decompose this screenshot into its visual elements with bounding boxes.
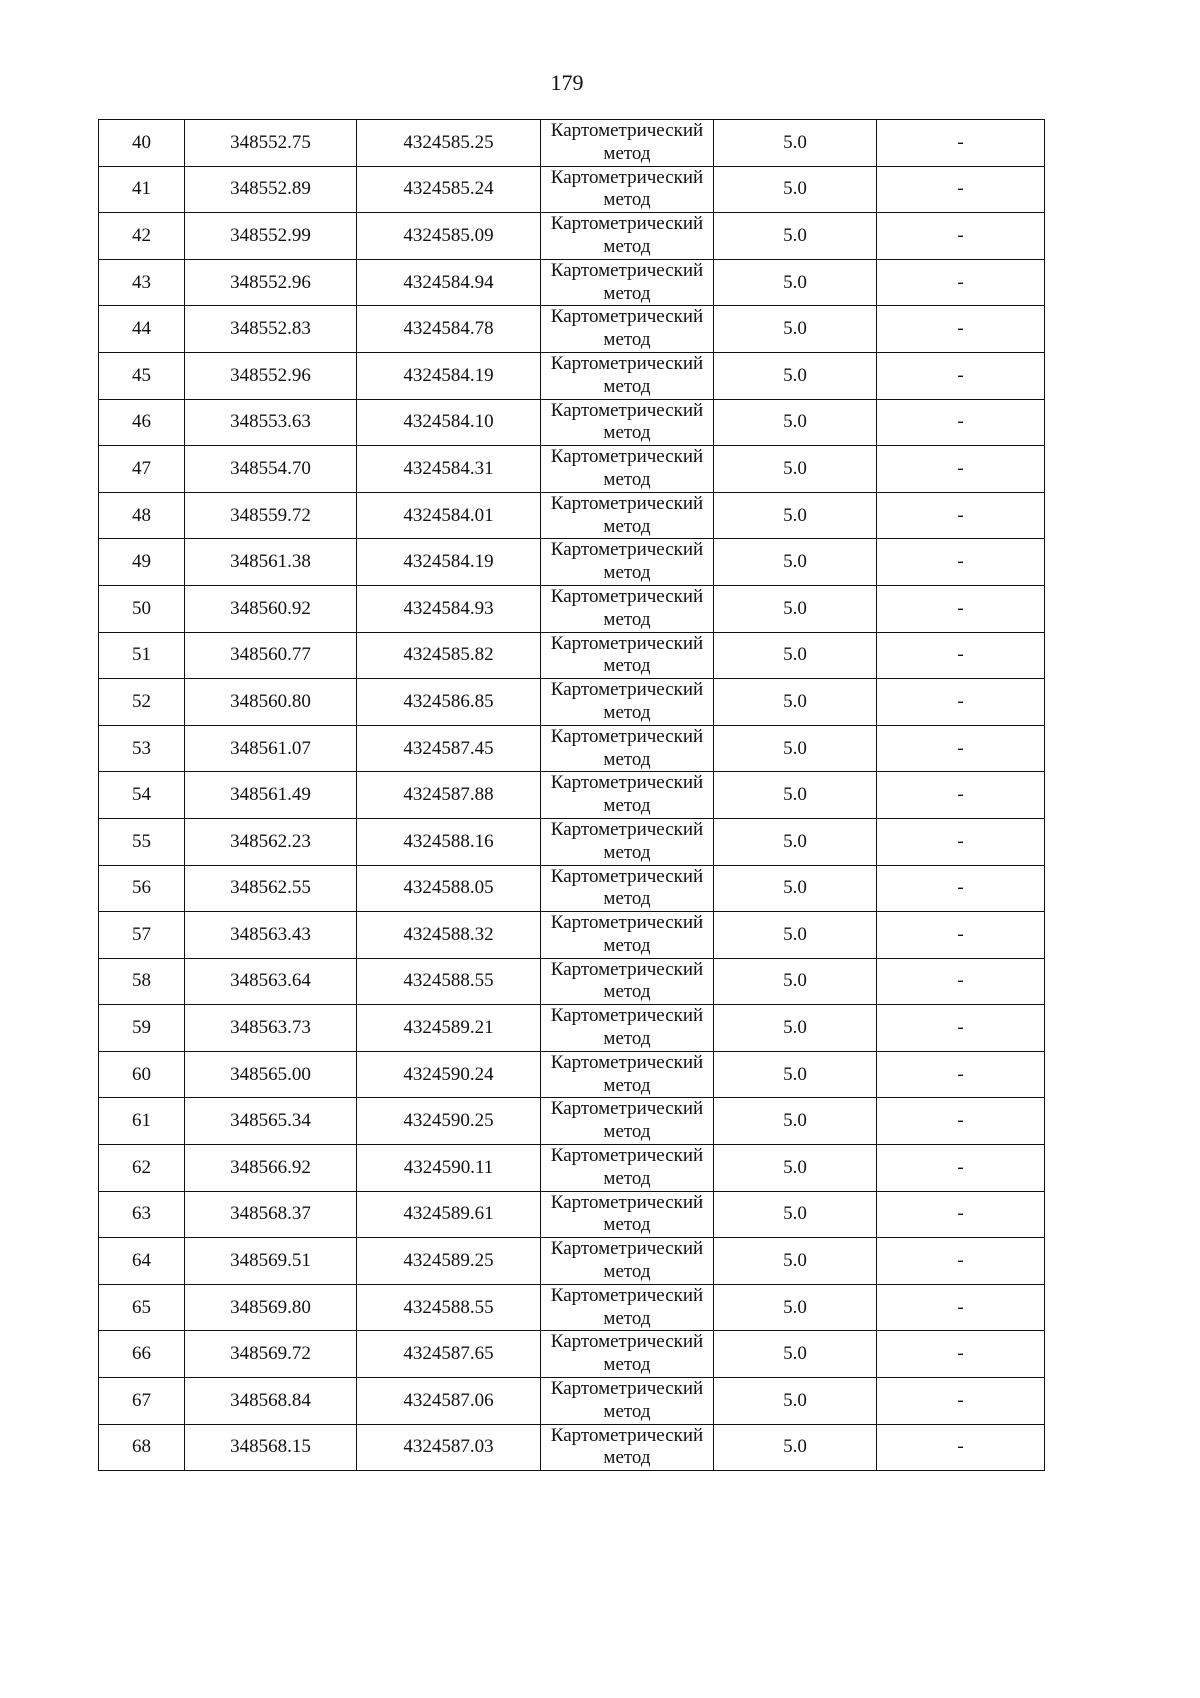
method-line: метод	[603, 1354, 651, 1376]
y-coordinate-cell: 4324587.88	[357, 772, 541, 819]
table-row	[99, 352, 1045, 399]
y-coordinate-cell: 4324589.61	[357, 1191, 541, 1238]
y-coordinate-cell: 4324585.82	[357, 632, 541, 679]
method-line: метод	[603, 888, 651, 910]
y-coordinate-cell: 4324584.93	[357, 585, 541, 632]
y-coordinate-cell: 4324590.11	[357, 1145, 541, 1192]
x-coordinate-cell: 348569.51	[185, 1238, 357, 1285]
accuracy-cell: 5.0	[714, 1051, 877, 1098]
method-cell	[541, 259, 714, 306]
x-coordinate-cell: 348552.75	[185, 120, 357, 167]
note-cell: -	[877, 166, 1045, 213]
table-row	[99, 1284, 1045, 1331]
accuracy-cell: 5.0	[714, 213, 877, 260]
method-line: Картометрический	[550, 632, 704, 654]
method-line: Картометрический	[550, 120, 704, 141]
method-cell	[541, 539, 714, 586]
note-cell: -	[877, 352, 1045, 399]
note-cell: -	[877, 1378, 1045, 1425]
accuracy-cell: 5.0	[714, 912, 877, 959]
accuracy-cell: 5.0	[714, 1005, 877, 1052]
table-row	[99, 166, 1045, 213]
method-cell	[541, 865, 714, 912]
accuracy-cell: 5.0	[714, 818, 877, 865]
accuracy-cell: 5.0	[714, 772, 877, 819]
accuracy-cell: 5.0	[714, 1145, 877, 1192]
method-line: Картометрический	[550, 1238, 704, 1260]
point-number-cell: 62	[99, 1145, 185, 1192]
x-coordinate-cell: 348562.55	[185, 865, 357, 912]
x-coordinate-cell: 348563.64	[185, 958, 357, 1005]
method-cell	[541, 679, 714, 726]
method-cell	[541, 1238, 714, 1285]
point-number-cell: 60	[99, 1051, 185, 1098]
method-line: метод	[603, 235, 651, 257]
point-number-cell: 53	[99, 725, 185, 772]
y-coordinate-cell: 4324587.65	[357, 1331, 541, 1378]
point-number-cell: 63	[99, 1191, 185, 1238]
x-coordinate-cell: 348560.77	[185, 632, 357, 679]
method-line: Картометрический	[550, 306, 704, 328]
method-line: метод	[603, 841, 651, 863]
point-number-cell: 58	[99, 958, 185, 1005]
method-cell	[541, 585, 714, 632]
y-coordinate-cell: 4324585.25	[357, 120, 541, 167]
y-coordinate-cell: 4324584.78	[357, 306, 541, 353]
method-line: метод	[603, 981, 651, 1003]
table-row	[99, 1424, 1045, 1471]
method-line: метод	[603, 795, 651, 817]
point-number-cell: 55	[99, 818, 185, 865]
note-cell: -	[877, 492, 1045, 539]
method-line: метод	[603, 422, 651, 444]
method-cell	[541, 1191, 714, 1238]
x-coordinate-cell: 348560.80	[185, 679, 357, 726]
method-line: метод	[603, 375, 651, 397]
note-cell: -	[877, 1005, 1045, 1052]
x-coordinate-cell: 348552.96	[185, 352, 357, 399]
point-number-cell: 40	[99, 120, 185, 167]
method-cell	[541, 492, 714, 539]
y-coordinate-cell: 4324590.25	[357, 1098, 541, 1145]
table-row	[99, 958, 1045, 1005]
method-line: метод	[603, 515, 651, 537]
point-number-cell: 57	[99, 912, 185, 959]
page-number: 179	[550, 70, 584, 95]
method-line: Картометрический	[550, 725, 704, 747]
x-coordinate-cell: 348568.15	[185, 1424, 357, 1471]
note-cell: -	[877, 818, 1045, 865]
method-cell	[541, 1284, 714, 1331]
accuracy-cell: 5.0	[714, 492, 877, 539]
x-coordinate-cell: 348554.70	[185, 446, 357, 493]
x-coordinate-cell: 348552.83	[185, 306, 357, 353]
method-line: метод	[603, 1261, 651, 1283]
x-coordinate-cell: 348562.23	[185, 818, 357, 865]
method-line: Картометрический	[550, 1098, 704, 1120]
note-cell: -	[877, 1424, 1045, 1471]
method-line: метод	[603, 468, 651, 490]
note-cell: -	[877, 865, 1045, 912]
method-line: Картометрический	[550, 539, 704, 561]
y-coordinate-cell: 4324584.01	[357, 492, 541, 539]
note-cell: -	[877, 1145, 1045, 1192]
table-row	[99, 259, 1045, 306]
method-line: метод	[603, 1121, 651, 1143]
method-cell	[541, 772, 714, 819]
accuracy-cell: 5.0	[714, 120, 877, 167]
note-cell: -	[877, 1284, 1045, 1331]
note-cell: -	[877, 399, 1045, 446]
y-coordinate-cell: 4324590.24	[357, 1051, 541, 1098]
table-row	[99, 1378, 1045, 1425]
note-cell: -	[877, 772, 1045, 819]
point-number-cell: 41	[99, 166, 185, 213]
y-coordinate-cell: 4324588.55	[357, 1284, 541, 1331]
accuracy-cell: 5.0	[714, 1284, 877, 1331]
note-cell: -	[877, 679, 1045, 726]
note-cell: -	[877, 213, 1045, 260]
x-coordinate-cell: 348569.72	[185, 1331, 357, 1378]
method-line: Картометрический	[550, 1424, 704, 1446]
accuracy-cell: 5.0	[714, 306, 877, 353]
method-line: Картометрический	[550, 166, 704, 188]
note-cell: -	[877, 306, 1045, 353]
method-cell	[541, 213, 714, 260]
table-row	[99, 772, 1045, 819]
y-coordinate-cell: 4324588.55	[357, 958, 541, 1005]
table-row	[99, 865, 1045, 912]
x-coordinate-cell: 348561.38	[185, 539, 357, 586]
table-row	[99, 1238, 1045, 1285]
note-cell: -	[877, 632, 1045, 679]
method-line: Картометрический	[550, 352, 704, 374]
x-coordinate-cell: 348552.96	[185, 259, 357, 306]
point-number-cell: 54	[99, 772, 185, 819]
x-coordinate-cell: 348569.80	[185, 1284, 357, 1331]
accuracy-cell: 5.0	[714, 539, 877, 586]
method-line: метод	[603, 655, 651, 677]
accuracy-cell: 5.0	[714, 446, 877, 493]
table-row	[99, 120, 1045, 167]
coordinates-table	[98, 119, 1045, 1471]
x-coordinate-cell: 348561.07	[185, 725, 357, 772]
point-number-cell: 51	[99, 632, 185, 679]
point-number-cell: 65	[99, 1284, 185, 1331]
note-cell: -	[877, 446, 1045, 493]
accuracy-cell: 5.0	[714, 958, 877, 1005]
method-cell	[541, 1098, 714, 1145]
table-row	[99, 399, 1045, 446]
method-line: Картометрический	[550, 865, 704, 887]
x-coordinate-cell: 348561.49	[185, 772, 357, 819]
method-cell	[541, 912, 714, 959]
note-cell: -	[877, 259, 1045, 306]
method-line: Картометрический	[550, 1284, 704, 1306]
y-coordinate-cell: 4324589.25	[357, 1238, 541, 1285]
note-cell: -	[877, 1051, 1045, 1098]
method-cell	[541, 166, 714, 213]
method-line: Картометрический	[550, 1191, 704, 1213]
x-coordinate-cell: 348552.89	[185, 166, 357, 213]
table-row	[99, 585, 1045, 632]
method-line: Картометрический	[550, 912, 704, 934]
note-cell: -	[877, 585, 1045, 632]
table-row	[99, 912, 1045, 959]
table-row	[99, 539, 1045, 586]
y-coordinate-cell: 4324584.94	[357, 259, 541, 306]
method-line: Картометрический	[550, 1005, 704, 1027]
table-row	[99, 1051, 1045, 1098]
x-coordinate-cell: 348552.99	[185, 213, 357, 260]
accuracy-cell: 5.0	[714, 1238, 877, 1285]
method-line: метод	[603, 1307, 651, 1329]
x-coordinate-cell: 348566.92	[185, 1145, 357, 1192]
method-line: метод	[603, 189, 651, 211]
method-cell	[541, 399, 714, 446]
method-line: метод	[603, 701, 651, 723]
x-coordinate-cell: 348560.92	[185, 585, 357, 632]
table-row	[99, 818, 1045, 865]
accuracy-cell: 5.0	[714, 352, 877, 399]
method-line: Картометрический	[550, 259, 704, 281]
method-cell	[541, 352, 714, 399]
point-number-cell: 43	[99, 259, 185, 306]
method-line: метод	[603, 608, 651, 630]
method-line: метод	[603, 142, 651, 164]
method-cell	[541, 958, 714, 1005]
method-line: Картометрический	[550, 1051, 704, 1073]
accuracy-cell: 5.0	[714, 1378, 877, 1425]
table-row	[99, 492, 1045, 539]
accuracy-cell: 5.0	[714, 679, 877, 726]
point-number-cell: 45	[99, 352, 185, 399]
y-coordinate-cell: 4324588.16	[357, 818, 541, 865]
note-cell: -	[877, 1238, 1045, 1285]
point-number-cell: 66	[99, 1331, 185, 1378]
y-coordinate-cell: 4324587.03	[357, 1424, 541, 1471]
table-row	[99, 446, 1045, 493]
note-cell: -	[877, 912, 1045, 959]
method-cell	[541, 446, 714, 493]
y-coordinate-cell: 4324585.24	[357, 166, 541, 213]
method-line: Картометрический	[550, 1331, 704, 1353]
method-line: метод	[603, 934, 651, 956]
y-coordinate-cell: 4324589.21	[357, 1005, 541, 1052]
method-cell	[541, 1005, 714, 1052]
point-number-cell: 68	[99, 1424, 185, 1471]
method-line: Картометрический	[550, 399, 704, 421]
x-coordinate-cell: 348568.84	[185, 1378, 357, 1425]
point-number-cell: 47	[99, 446, 185, 493]
method-line: метод	[603, 562, 651, 584]
method-cell	[541, 306, 714, 353]
y-coordinate-cell: 4324588.32	[357, 912, 541, 959]
x-coordinate-cell: 348565.00	[185, 1051, 357, 1098]
method-line: метод	[603, 1447, 651, 1469]
x-coordinate-cell: 348563.43	[185, 912, 357, 959]
method-line: метод	[603, 1214, 651, 1236]
x-coordinate-cell: 348563.73	[185, 1005, 357, 1052]
point-number-cell: 67	[99, 1378, 185, 1425]
method-line: Картометрический	[550, 446, 704, 468]
note-cell: -	[877, 539, 1045, 586]
method-line: метод	[603, 329, 651, 351]
method-line: Картометрический	[550, 585, 704, 607]
method-cell	[541, 1378, 714, 1425]
method-cell	[541, 1331, 714, 1378]
y-coordinate-cell: 4324587.06	[357, 1378, 541, 1425]
note-cell: -	[877, 1331, 1045, 1378]
method-line: метод	[603, 1074, 651, 1096]
y-coordinate-cell: 4324584.19	[357, 539, 541, 586]
point-number-cell: 64	[99, 1238, 185, 1285]
point-number-cell: 56	[99, 865, 185, 912]
accuracy-cell: 5.0	[714, 725, 877, 772]
point-number-cell: 44	[99, 306, 185, 353]
table-row	[99, 1145, 1045, 1192]
x-coordinate-cell: 348565.34	[185, 1098, 357, 1145]
note-cell: -	[877, 1191, 1045, 1238]
note-cell: -	[877, 725, 1045, 772]
method-line: Картометрический	[550, 1145, 704, 1167]
table-row	[99, 1191, 1045, 1238]
point-number-cell: 42	[99, 213, 185, 260]
method-cell	[541, 1424, 714, 1471]
accuracy-cell: 5.0	[714, 1098, 877, 1145]
accuracy-cell: 5.0	[714, 1191, 877, 1238]
table-row	[99, 725, 1045, 772]
method-line: метод	[603, 1400, 651, 1422]
method-line: Картометрический	[550, 679, 704, 701]
y-coordinate-cell: 4324588.05	[357, 865, 541, 912]
table-row	[99, 306, 1045, 353]
method-cell	[541, 1051, 714, 1098]
method-line: Картометрический	[550, 213, 704, 235]
method-cell	[541, 120, 714, 167]
method-cell	[541, 1145, 714, 1192]
accuracy-cell: 5.0	[714, 399, 877, 446]
method-line: Картометрический	[550, 772, 704, 794]
x-coordinate-cell: 348553.63	[185, 399, 357, 446]
y-coordinate-cell: 4324585.09	[357, 213, 541, 260]
table-row	[99, 1005, 1045, 1052]
method-line: Картометрический	[550, 492, 704, 514]
table-row	[99, 213, 1045, 260]
accuracy-cell: 5.0	[714, 632, 877, 679]
table-row	[99, 632, 1045, 679]
method-line: Картометрический	[550, 818, 704, 840]
note-cell: -	[877, 120, 1045, 167]
y-coordinate-cell: 4324584.31	[357, 446, 541, 493]
table-row	[99, 1098, 1045, 1145]
point-number-cell: 59	[99, 1005, 185, 1052]
method-line: метод	[603, 1167, 651, 1189]
point-number-cell: 52	[99, 679, 185, 726]
method-cell	[541, 725, 714, 772]
method-line: метод	[603, 282, 651, 304]
y-coordinate-cell: 4324584.10	[357, 399, 541, 446]
y-coordinate-cell: 4324586.85	[357, 679, 541, 726]
accuracy-cell: 5.0	[714, 585, 877, 632]
point-number-cell: 61	[99, 1098, 185, 1145]
method-line: метод	[603, 1028, 651, 1050]
method-cell	[541, 818, 714, 865]
table-row	[99, 1331, 1045, 1378]
accuracy-cell: 5.0	[714, 259, 877, 306]
note-cell: -	[877, 1098, 1045, 1145]
point-number-cell: 50	[99, 585, 185, 632]
table-row	[99, 679, 1045, 726]
method-line: Картометрический	[550, 1378, 704, 1400]
y-coordinate-cell: 4324584.19	[357, 352, 541, 399]
method-line: метод	[603, 748, 651, 770]
point-number-cell: 49	[99, 539, 185, 586]
y-coordinate-cell: 4324587.45	[357, 725, 541, 772]
accuracy-cell: 5.0	[714, 1424, 877, 1471]
table-body	[99, 120, 1045, 1471]
accuracy-cell: 5.0	[714, 1331, 877, 1378]
x-coordinate-cell: 348559.72	[185, 492, 357, 539]
x-coordinate-cell: 348568.37	[185, 1191, 357, 1238]
accuracy-cell: 5.0	[714, 166, 877, 213]
point-number-cell: 46	[99, 399, 185, 446]
accuracy-cell: 5.0	[714, 865, 877, 912]
method-line: Картометрический	[550, 958, 704, 980]
method-cell	[541, 632, 714, 679]
note-cell: -	[877, 958, 1045, 1005]
point-number-cell: 48	[99, 492, 185, 539]
